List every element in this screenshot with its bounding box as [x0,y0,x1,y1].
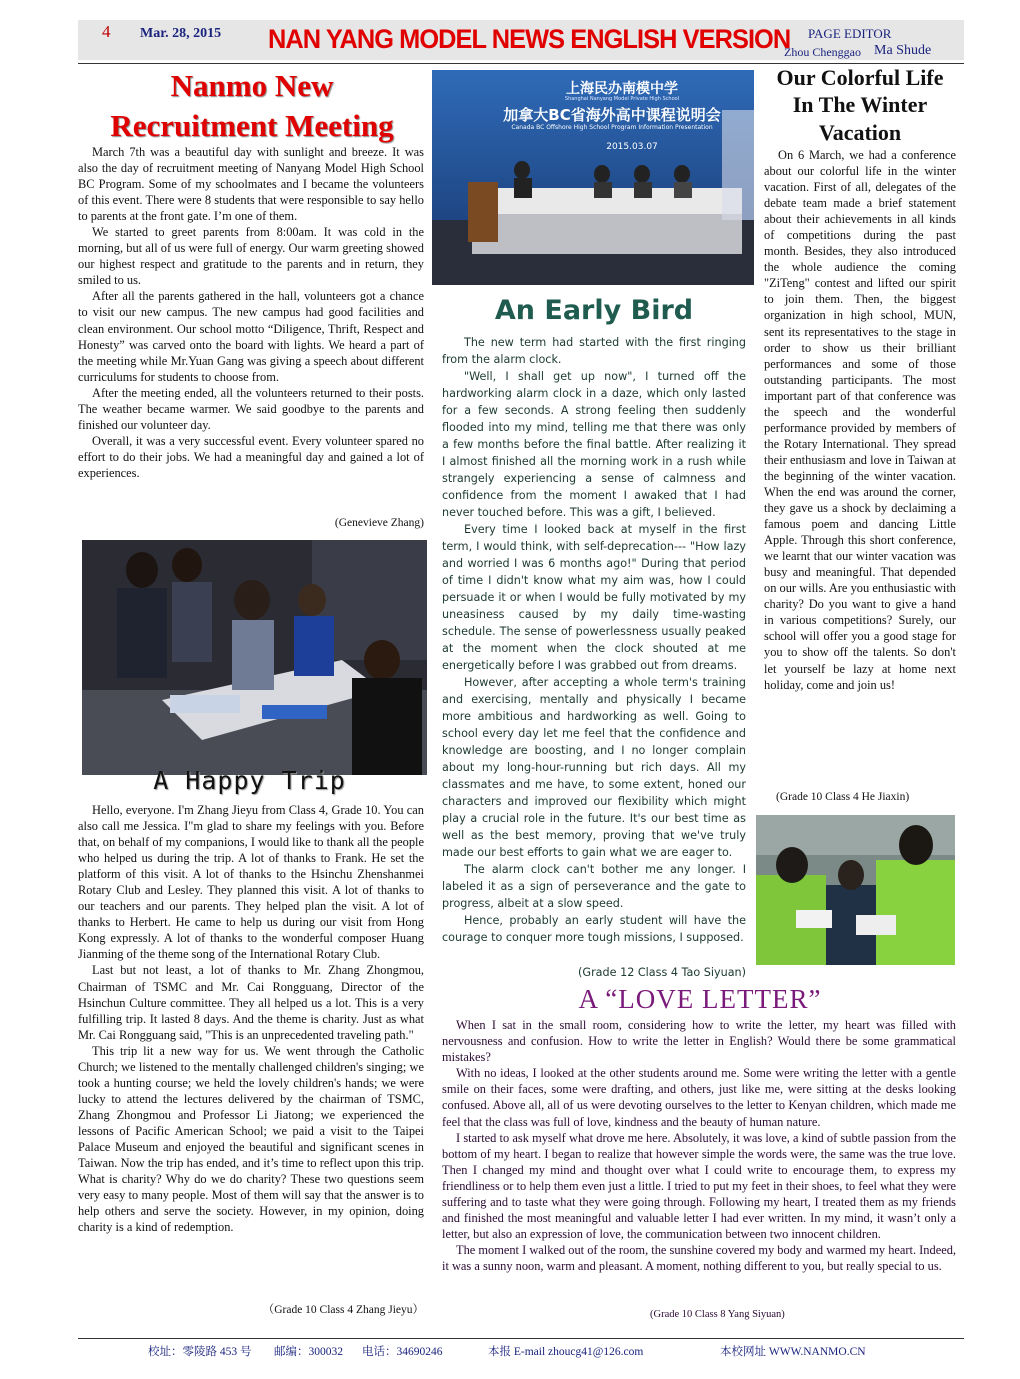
winter-author: (Grade 10 Class 4 He Jiaxin) [776,791,910,803]
love-paragraph: I started to ask myself what drove me here. Absolutely, it was love, a kind of subtle passion from the bottom of my heart. I began to realize that however simple the words were, the same was the true love. Then I changed my mind and thought over what I could write to encourage them, to express my friendliness or to help them even just a little. I tried to put my feet in their shoes, to feel what they were suffering and to taste what they were going through. Following my heart, I treated them as my friends and finished the most meaningful and valuable letter I had ever written. In my mind, it wasn’t only a letter, but also an expression of love, the communication between two innocent children. [442,1130,956,1242]
recruit-author: (Genevieve Zhang) [334,517,424,529]
recruit-title-line2: Recruitment Meeting [110,108,394,143]
recruit-paragraph: After all the parents gathered in the hall, volunteers got a chance to visit our new campus. The new campus had good facilities and clean environment. Our school motto “Diligence, Thrift, Respect and Honesty” was carved onto the board with lights. We heard a part of the meeting while Mr.Yuan Gang was giving a speech about different curriculums for students to choose from. [78,289,424,384]
students-photo-art [756,815,955,965]
bird-author: (Grade 12 Class 4 Tao Siyuan) [578,966,746,979]
bird-paragraph: However, after accepting a whole term's training and exercising, mentally and physically I became more ambitious and hardworking as well. Going to school every day let me feel that the confidence and knowledge are boosting, and I no longer complain about my long-hour-running but rich days. All my classmates and me have, to some extent, honed our characters and improved our flexibility which might play a crucial role in the future. It's our best time as well as the best memory, proving that we've truly made our best efforts to gain what we are eager to. [442,676,746,859]
students-photo [756,815,955,965]
bird-title: An Early Bird [494,295,694,326]
love-title: A “LOVE LETTER” [578,984,822,1014]
page-editor-name-1: Zhou Chenggao [784,45,861,59]
banner-photo [432,70,754,285]
issue-date: Mar. 28, 2015 [140,26,222,41]
love-paragraph: The moment I walked out of the room, the sunshine covered my body and warmed my heart. Indeed, it was a sunny noon, warm and pleasant. A moment, nothing different to you, but really special to us. [442,1243,956,1274]
love-paragraph: With no ideas, I looked at the other students around me. Some were writing the letter with a gentle smile on their faces, some were drafting, and others, just like me, were sitting at the desks looking confused. Above all, all of us were devoting ourselves to the letter to Kenyan children, which made me feel that the class was full of love, kindness and the beauty of human nature. [442,1066,956,1129]
trip-paragraph: This trip lit a new way for us. We went through the Catholic Church; we listened to the mentally challenged children's singing; we took a hunting course; we held the lovely children's hands; we were lucky to attend the lectures delivered by the chairman of TSMC, Zhang Zhongmou and Professor Li Jiatong; we experienced the lessons of Pacific American School; we paid a visit to the Taipei Palace Museum and enjoyed the beautiful and significant scenes in Taiwan. Now the trip has ended, and it’s time to reflect upon this trip. What is charity? Why do we do charity? These two questions seem very easy to many people. Most of them will say that the answer is to help others and serve the society. However, in my opinion, doing charity is a kind of redemption. [78,1043,424,1235]
banner-line4: Canada BC Offshore High School Program Information Presentation [511,124,713,131]
footer-postcode: 邮编：300032 [274,1346,343,1358]
recruit-paragraph: After the meeting ended, all the volunteers returned to their posts. The weather became warmer. We said goodbye to the parents and finished our volunteer day. [78,385,424,432]
love-paragraph: When I sat in the small room, considering how to write the letter, my heart was filled with nervousness and confusion. How to write the letter in English? Would there be some grammatical mistakes? [442,1018,956,1065]
love-body [442,1017,956,1275]
masthead-title: NAN YANG MODEL NEWS ENGLISH VERSION [268,24,791,54]
footer-website[interactable]: 本校网址 WWW.NANMO.CN [720,1346,866,1358]
recruit-paragraph: March 7th was a beautiful day with sunlight and breeze. It was also the day of recruitment meeting of Nanyang Model High School BC Program. Some of my schoolmates and I became the volunteers of this event. There were 8 students that were responsible to say hello to parents at the front gate. I’m one of them. [78,145,424,224]
trip-title: A Happy Trip [153,766,346,795]
page-editor-name-2: Ma Shude [874,43,932,58]
recruit-paragraph: We started to greet parents from 8:00am. It was cold in the morning, but all of us were full of energy. Our warm greeting showed our highest respect and gratitude to the parents and in return, they smiled to us. [78,225,424,288]
banner-line1: 上海民办南模中学 [566,81,678,97]
volunteers-photo-art [82,540,427,775]
bird-body [442,334,746,946]
bird-paragraph: "Well, I shall get up now", I turned off the hardworking alarm clock in a daze, which only lasted for a few seconds. A strong feeling then suddenly flooded into my mind, telling me that there was only a few months before the final battle. After realizing it I almost finished all the morning work in a rush while strangely experiencing a sense of calmness and confidence from the moment I awaked that I had never touched before. This was a gift, I believed. [442,370,746,519]
recruit-body [78,144,424,481]
footer-address: 校址：零陵路 453 号 [148,1346,252,1358]
bird-paragraph: The alarm clock can't bother me any longer. I labeled it as a sign of perseverance and the gate to progress, albeit at a slow speed. [442,863,746,910]
volunteers-photo [82,540,427,775]
page-number: 4 [102,22,111,41]
bird-paragraph: Hence, probably an early student will have the courage to conquer more tough missions, I supposed. [442,914,746,944]
winter-title-line1: Our Colorful Life [776,65,944,90]
winter-paragraph: On 6 March, we had a conference about our colorful life in the winter vacation. First of all, delegates of the debate team made a brief statement about their achievements in all kinds of competitions during the past month. Besides, they also introduced the whole audience the coming "ZiTeng" contest and lifted our spirit to join them. Then, the biggest organization in high school, MUN, sent its representatives to the stage in order to show us their brilliant performances and some of those outstanding participants. The most important part of that conference was the speech and the wonderful performance provided by members of the Rotary International. They spread their enthusiasm and love in Taiwan at the beginning of the winter vacation. When the end was around the corner, they gave us a shock by declaiming a famous poem and dancing Little Apple. Through this short conference, we learnt that our winter vacation was busy and meaningful. That depended on our wills. Are you enthusiastic with charity? Do you want to give a hand in various competitions? Surely, our school will offer you a good stage for you to show off the talents. So don't let yourself be lazy at home next holiday, come and join us! [764,148,956,692]
banner-line3: Shanghai Nanyang Model Private High School [564,96,680,102]
banner-photo-art [432,70,754,285]
winter-title-line2: In The Winter [792,92,928,117]
bird-paragraph: Every time I looked back at myself in the first term, I would think, with self-deprecation--- "How lazy and worried I was 6 months ago!" During that period of time I didn't know what my aim was, how I could persuade it or when I would be fully motivated by my uneasiness caused by my daily time-wasting schedule. The sense of powerlessness usually peaked at the moment when the clock shouted at me energetically before I was grabbed out from dreams. [442,523,746,672]
page-editor-label: PAGE EDITOR [808,26,892,41]
trip-paragraph: Last but not least, a lot of thanks to Mr. Zhang Zhongmou, Chairman of TSMC and Mr. Cai Rongguang, Director of the Hsinchun Culture committee. They all helped us a lot. This is a very fulfilling trip. It lasted 8 days. And the theme is charity. Just as what Mr. Cai Rongguang said, "This is an unprecedented traveling path." [78,963,424,1042]
banner-line2: 加拿大BC省海外高中课程说明会 [503,106,721,124]
trip-paragraph: Hello, everyone. I'm Zhang Jieyu from Class 4, Grade 10. You can also call me Jessica. I"m glad to share my feelings with you. Before that, on behalf of my companions, I would like to thank all the people who helped us during the trip. A lot of thanks to Frank. He set the platform of this visit. A lot of thanks to the Hsinchu Zhenshanmei Rotary Club and Lesley. They planned this visit. A lot of thanks to our teachers and our parents. They helped plan the visit. A lot of thanks to Herbert. He came to help us during our visit from Hong Kong expressly. A lot of thanks to the wonderful composer Huang Jianming of the theme song of the International Rotary Club. [78,803,424,962]
recruit-paragraph: Overall, it was a very successful event. Every volunteer spared no effort to do their jobs. We had a meaningful day and gained a lot of experiences. [78,433,424,480]
trip-author: （Grade 10 Class 4 Zhang Jieyu） [262,1304,424,1316]
banner-date: 2015.03.07 [606,142,658,152]
bird-paragraph: The new term had started with the first ringing from the alarm clock. [442,336,746,366]
footer-email[interactable]: 本报 E-mail zhoucg41@126.com [488,1346,644,1358]
recruit-title-line1: Nanmo New [170,68,334,103]
love-author: (Grade 10 Class 8 Yang Siyuan) [650,1309,785,1320]
winter-body [764,147,956,693]
winter-title-line3: Vacation [818,120,902,145]
trip-body [78,802,424,1235]
footer-phone: 电话：34690246 [362,1346,443,1358]
footer-rule [78,1338,964,1339]
